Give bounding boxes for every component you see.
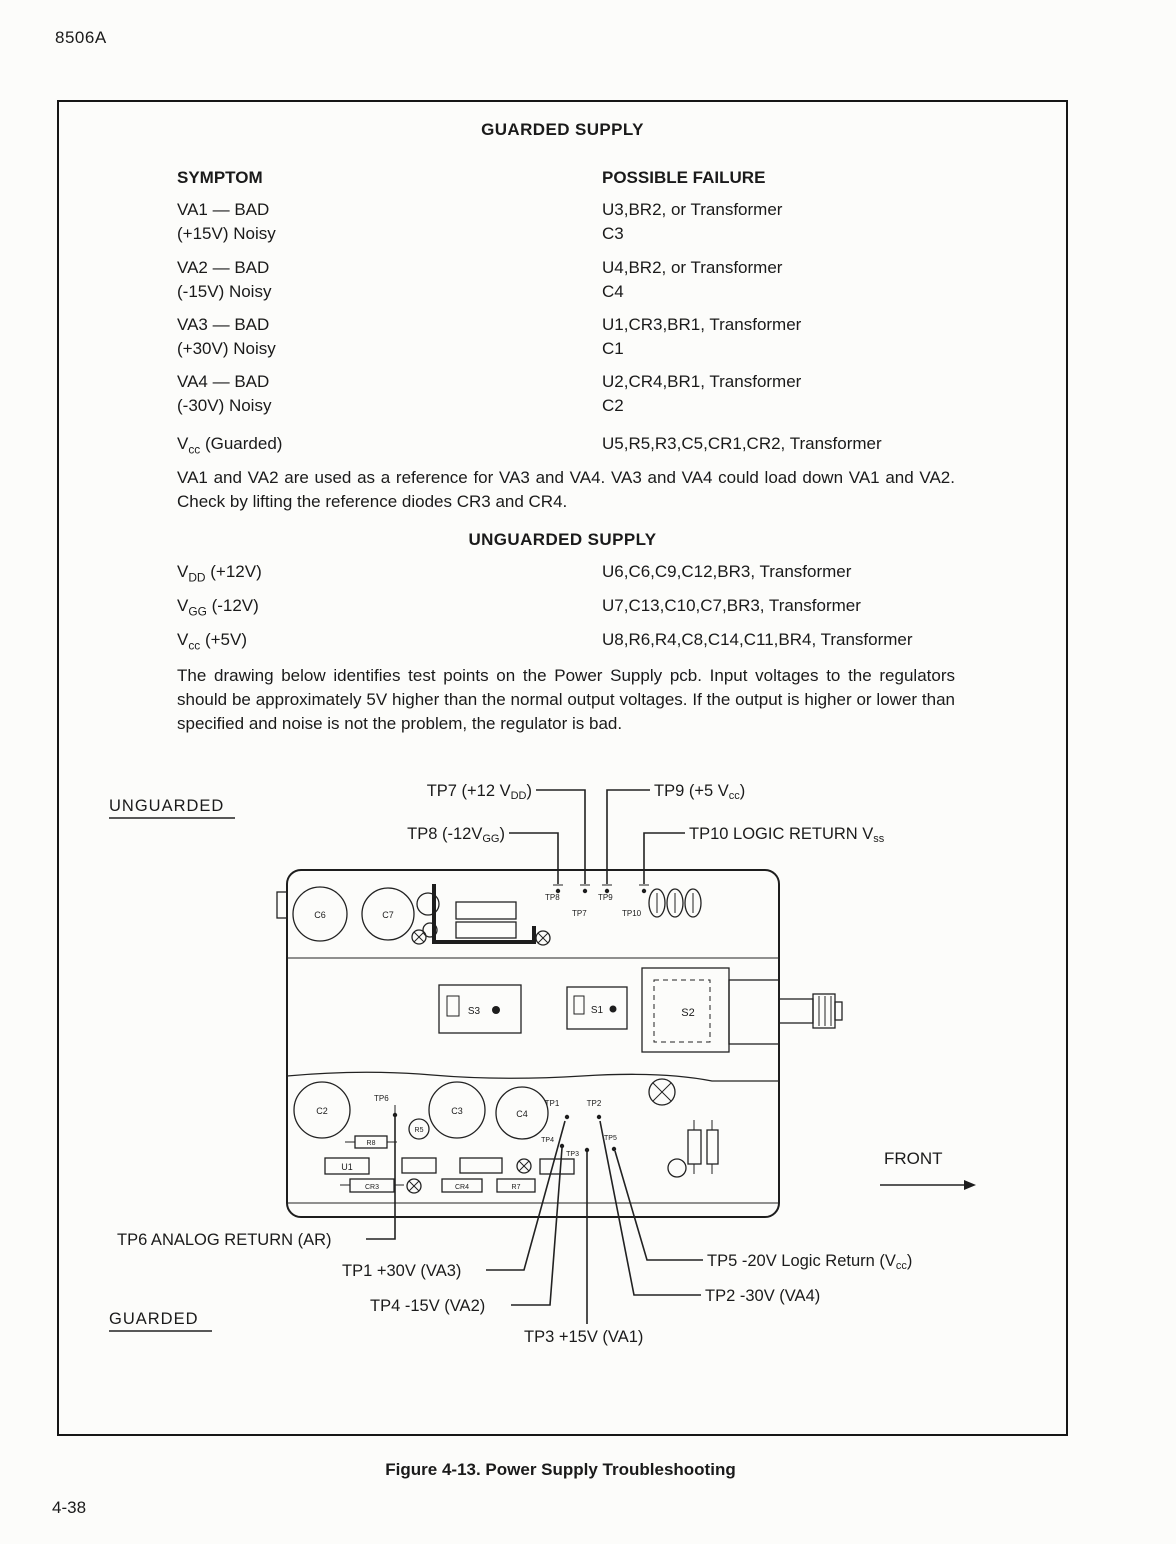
switch-s1-label: S1	[590, 1005, 604, 1016]
table-row	[59, 432, 1066, 462]
unguarded-section-label: UNGUARDED	[109, 797, 225, 815]
symptom-text: $V_{cc}$ (+5V)	[177, 630, 248, 653]
symptom-cell	[177, 198, 602, 245]
symptom-text: $V_{GG}$ (-12V)	[177, 596, 259, 619]
switch-s2-label: S2	[681, 1007, 695, 1019]
switch-s3-label: S3	[467, 1006, 481, 1017]
cap-c2-label: C2	[316, 1106, 328, 1116]
symptom-text: VA3 — BAD	[177, 315, 270, 334]
top-strip-components	[293, 884, 701, 945]
failure-cell	[602, 313, 1066, 360]
front-arrow-icon	[880, 1180, 976, 1190]
symptom-cell	[177, 313, 602, 360]
res-r8-label: R8	[366, 1140, 376, 1147]
table-row	[59, 628, 1066, 658]
failure-text: C1	[602, 338, 624, 358]
symptom-text: (-30V) Noisy	[177, 395, 272, 415]
diode-cr3-label: CR3	[364, 1184, 380, 1191]
callout-tp5: TP5 -20V Logic Return (Vcc)	[707, 1252, 913, 1272]
cap-c3-label: C3	[451, 1106, 463, 1116]
tp1-board-label: TP1	[544, 1099, 560, 1108]
failure-text: C4	[602, 281, 624, 301]
failure-text: U7,C13,C10,C7,BR3, Transformer	[602, 596, 861, 615]
bottom-strip-components	[294, 1079, 718, 1193]
table-row	[59, 370, 1066, 417]
res-r5-label: R5	[414, 1127, 424, 1134]
failure-cell	[602, 432, 1066, 462]
tp8-board-label: TP8	[545, 893, 560, 902]
failure-text: C2	[602, 395, 624, 415]
failure-cell	[602, 560, 1066, 590]
ic-u1-label: U1	[341, 1162, 353, 1172]
guarded-section-label: GUARDED	[109, 1310, 199, 1328]
figure-frame	[57, 100, 1068, 1436]
failure-cell	[602, 370, 1066, 417]
symptom-cell	[177, 594, 602, 624]
symptom-text: (-15V) Noisy	[177, 281, 272, 301]
failure-text: U2,CR4,BR1, Transformer	[602, 372, 802, 391]
symptom-text: VA1 — BAD	[177, 200, 270, 219]
unguarded-note: The drawing below identifies test points on the Power Supply pcb. Input voltages to the regulators should be approximately 5V higher than the normal output voltages. If the output is higher or lower than specified and noise is not the problem, the regulator is bad.	[177, 666, 955, 733]
tp9-board-label: TP9	[598, 893, 613, 902]
page-number: 4-38	[52, 1498, 87, 1517]
symptom-cell	[177, 370, 602, 417]
table-row	[59, 594, 1066, 624]
switch-blocks	[439, 968, 842, 1052]
table-row	[59, 256, 1066, 303]
table-row	[59, 313, 1066, 360]
callout-tp10: TP10 LOGIC RETURN Vss	[689, 825, 885, 845]
top-callout-leaders	[509, 790, 685, 893]
symptom-cell	[177, 560, 602, 590]
failure-cell	[602, 594, 1066, 624]
pcb-diagram	[62, 772, 1062, 1350]
failure-text: U3,BR2, or Transformer	[602, 200, 783, 219]
section-title-unguarded: UNGUARDED SUPPLY	[468, 530, 657, 549]
failure-text: U4,BR2, or Transformer	[602, 258, 783, 277]
callout-tp8: TP8 (-12VGG)	[407, 825, 505, 845]
column-header-symptom: SYMPTOM	[177, 168, 263, 187]
guarded-note: VA1 and VA2 are used as a reference for VA3 and VA4. VA3 and VA4 could load down VA1 and VA2. Check by lifting the reference diodes CR3 and CR4.	[177, 468, 955, 511]
cap-c6-label: C6	[314, 910, 326, 920]
figure-caption: Figure 4-13. Power Supply Troubleshooting	[385, 1460, 736, 1479]
page-header-model: 8506A	[55, 28, 107, 47]
symptom-text: $V_{cc}$ (Guarded)	[177, 434, 283, 457]
callout-tp1: TP1 +30V (VA3)	[342, 1262, 462, 1280]
tp7-board-label: TP7	[572, 909, 587, 918]
failure-text: U6,C6,C9,C12,BR3, Transformer	[602, 562, 852, 581]
res-r7-label: R7	[511, 1184, 521, 1191]
symptom-cell	[177, 628, 602, 658]
symptom-cell	[177, 432, 602, 462]
table-row	[59, 560, 1066, 590]
symptom-text: VA4 — BAD	[177, 372, 270, 391]
bottom-callout-leaders	[366, 1116, 703, 1324]
symptom-text: VA2 — BAD	[177, 258, 270, 277]
symptom-text: (+30V) Noisy	[177, 338, 276, 358]
failure-text: U5,R5,R3,C5,CR1,CR2, Transformer	[602, 434, 882, 453]
failure-text: C3	[602, 223, 624, 243]
table-row	[59, 198, 1066, 245]
front-label: FRONT	[884, 1149, 943, 1168]
column-header-failure: POSSIBLE FAILURE	[602, 168, 766, 187]
section-title-guarded: GUARDED SUPPLY	[481, 120, 644, 139]
tp2-board-label: TP2	[586, 1099, 602, 1108]
callout-tp6: TP6 ANALOG RETURN (AR)	[117, 1231, 332, 1249]
symptom-text: (+15V) Noisy	[177, 223, 276, 243]
tp6-board-label: TP6	[374, 1094, 389, 1103]
callout-tp3: TP3 +15V (VA1)	[524, 1328, 644, 1346]
failure-cell	[602, 256, 1066, 303]
failure-text: U1,CR3,BR1, Transformer	[602, 315, 802, 334]
callout-tp4: TP4 -15V (VA2)	[370, 1297, 486, 1315]
failure-cell	[602, 198, 1066, 245]
symptom-cell	[177, 256, 602, 303]
failure-text: U8,R6,R4,C8,C14,C11,BR4, Transformer	[602, 630, 913, 649]
diode-cr4-label: CR4	[454, 1184, 470, 1191]
callout-tp9: TP9 (+5 Vcc)	[654, 782, 746, 802]
tp3-board-label: TP3	[566, 1151, 579, 1158]
tp5-board-label: TP5	[604, 1135, 617, 1142]
failure-cell	[602, 628, 1066, 658]
cap-c7-label: C7	[382, 910, 394, 920]
callout-tp2: TP2 -30V (VA4)	[705, 1287, 821, 1305]
callout-tp7: TP7 (+12 VDD)	[426, 782, 532, 802]
cap-c4-label: C4	[516, 1109, 528, 1119]
tp10-board-label: TP10	[622, 909, 642, 918]
symptom-text: $V_{DD}$ (+12V)	[177, 562, 262, 585]
tp4-board-label: TP4	[541, 1137, 554, 1144]
